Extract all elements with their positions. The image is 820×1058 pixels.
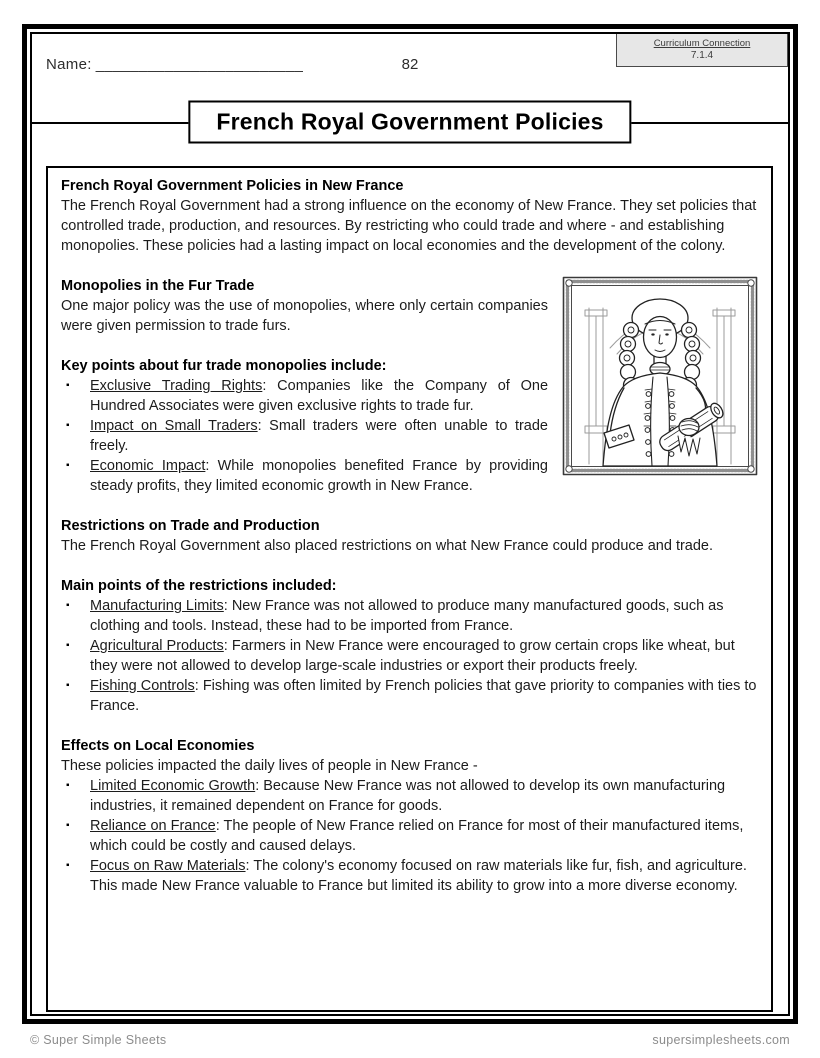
bullet-list: [61, 376, 758, 496]
section-effects: [61, 736, 758, 896]
name-blank-line: ________________________: [95, 56, 304, 73]
bullet-square-icon: ▪: [66, 380, 70, 391]
bullet-text: : Companies like the Company of One Hundred Associates were given exclusive rights to trade fur.: [90, 378, 549, 414]
name-label: Name:: [46, 56, 92, 73]
bullet-square-icon: ▪: [66, 820, 70, 831]
section-restriction-points: [61, 576, 758, 716]
bullet-square-icon: ▪: [66, 600, 70, 611]
bullet-square-icon: ▪: [66, 420, 70, 431]
bullet-lead: Limited Economic Growth: [90, 778, 256, 794]
footer-copyright: © Super Simple Sheets: [30, 1033, 167, 1047]
list-item: [61, 816, 758, 856]
list-item: [61, 676, 758, 716]
list-item: [61, 456, 758, 496]
page-title: French Royal Government Policies: [188, 101, 631, 144]
bullet-square-icon: ▪: [66, 680, 70, 691]
bullet-text: : Fishing was often limited by French policies that gave priority to companies with ties to France.: [90, 678, 757, 714]
bullet-text: : The people of New France relied on France for most of their manufactured items, which could be costly and caused delays.: [90, 818, 744, 854]
bullet-lead: Manufacturing Limits: [90, 598, 224, 614]
section-key-points: [61, 356, 758, 496]
section-heading: Main points of the restrictions included:: [61, 578, 337, 594]
list-item: [61, 856, 758, 896]
title-band: [32, 96, 788, 148]
bullet-list: [61, 596, 758, 716]
bullet-lead: Impact on Small Traders: [90, 418, 258, 434]
list-item: [61, 636, 758, 676]
curriculum-connection-box: [616, 34, 788, 67]
section-intro: [61, 176, 758, 256]
worksheet-header: [32, 34, 788, 92]
bullet-lead: Economic Impact: [90, 458, 206, 474]
bullet-square-icon: ▪: [66, 780, 70, 791]
bullet-lead: Exclusive Trading Rights: [90, 378, 263, 394]
reading-content-box: [46, 166, 773, 1012]
section-body: These policies impacted the daily lives of people in New France -: [61, 758, 478, 774]
page-frame-inner: [30, 32, 790, 1016]
bullet-lead: Agricultural Products: [90, 638, 224, 654]
bullet-lead: Fishing Controls: [90, 678, 195, 694]
bullet-square-icon: ▪: [66, 640, 70, 651]
bullet-text: : Small traders were often unable to trade freely.: [90, 418, 548, 454]
page-number: 82: [401, 56, 419, 73]
bullet-text: : While monopolies benefited France by providing steady profits, they limited economic growth in New France.: [90, 458, 548, 494]
page-frame-outer: [22, 24, 798, 1024]
bullet-text: : New France was not allowed to produce many manufactured goods, such as clothing and tools. Instead, these had to be imported from France.: [90, 598, 724, 634]
curriculum-connection-code: 7.1.4: [690, 50, 714, 61]
section-monopolies: [61, 276, 758, 336]
section-restrictions: [61, 516, 758, 556]
bullet-text: : Because New France was not allowed to develop its own manufacturing industries, it remained dependent on France for goods.: [90, 778, 726, 814]
bullet-list: [61, 776, 758, 896]
section-body: The French Royal Government had a strong influence on the economy of New France. They set policies that controlled trade, production, and resources. By restricting who could trade and where - and establishing monopolies. These policies had a lasting impact on local economies and the development of the colony.: [61, 198, 757, 254]
curriculum-connection-title: Curriculum Connection: [653, 38, 751, 49]
page-footer: [22, 1033, 798, 1047]
bullet-text: : Farmers in New France were encouraged to grow certain crops like wheat, but they were not allowed to develop large-scale industries or export their products freely.: [90, 638, 735, 674]
list-item: [61, 776, 758, 816]
section-body: The French Royal Government also placed restrictions on what New France could produce and trade.: [61, 538, 714, 554]
footer-website: supersimplesheets.com: [652, 1033, 790, 1047]
section-heading: French Royal Government Policies in New France: [61, 178, 404, 194]
bullet-square-icon: ▪: [66, 860, 70, 871]
list-item: [61, 376, 758, 416]
bullet-lead: Reliance on France: [90, 818, 216, 834]
list-item: [61, 416, 758, 456]
bullet-lead: Focus on Raw Materials: [90, 858, 246, 874]
section-heading: Monopolies in the Fur Trade: [61, 278, 255, 294]
section-heading: Effects on Local Economies: [61, 738, 255, 754]
bullet-text: : The colony's economy focused on raw materials like fur, fish, and agriculture. This made New France valuable to France but limited its ability to grow into a more diverse economy.: [90, 858, 747, 894]
section-heading: Restrictions on Trade and Production: [61, 518, 320, 534]
list-item: [61, 596, 758, 636]
section-heading: Key points about fur trade monopolies include:: [61, 358, 387, 374]
bullet-square-icon: ▪: [66, 460, 70, 471]
section-body: One major policy was the use of monopolies, where only certain companies were given permission to trade furs.: [61, 298, 548, 334]
